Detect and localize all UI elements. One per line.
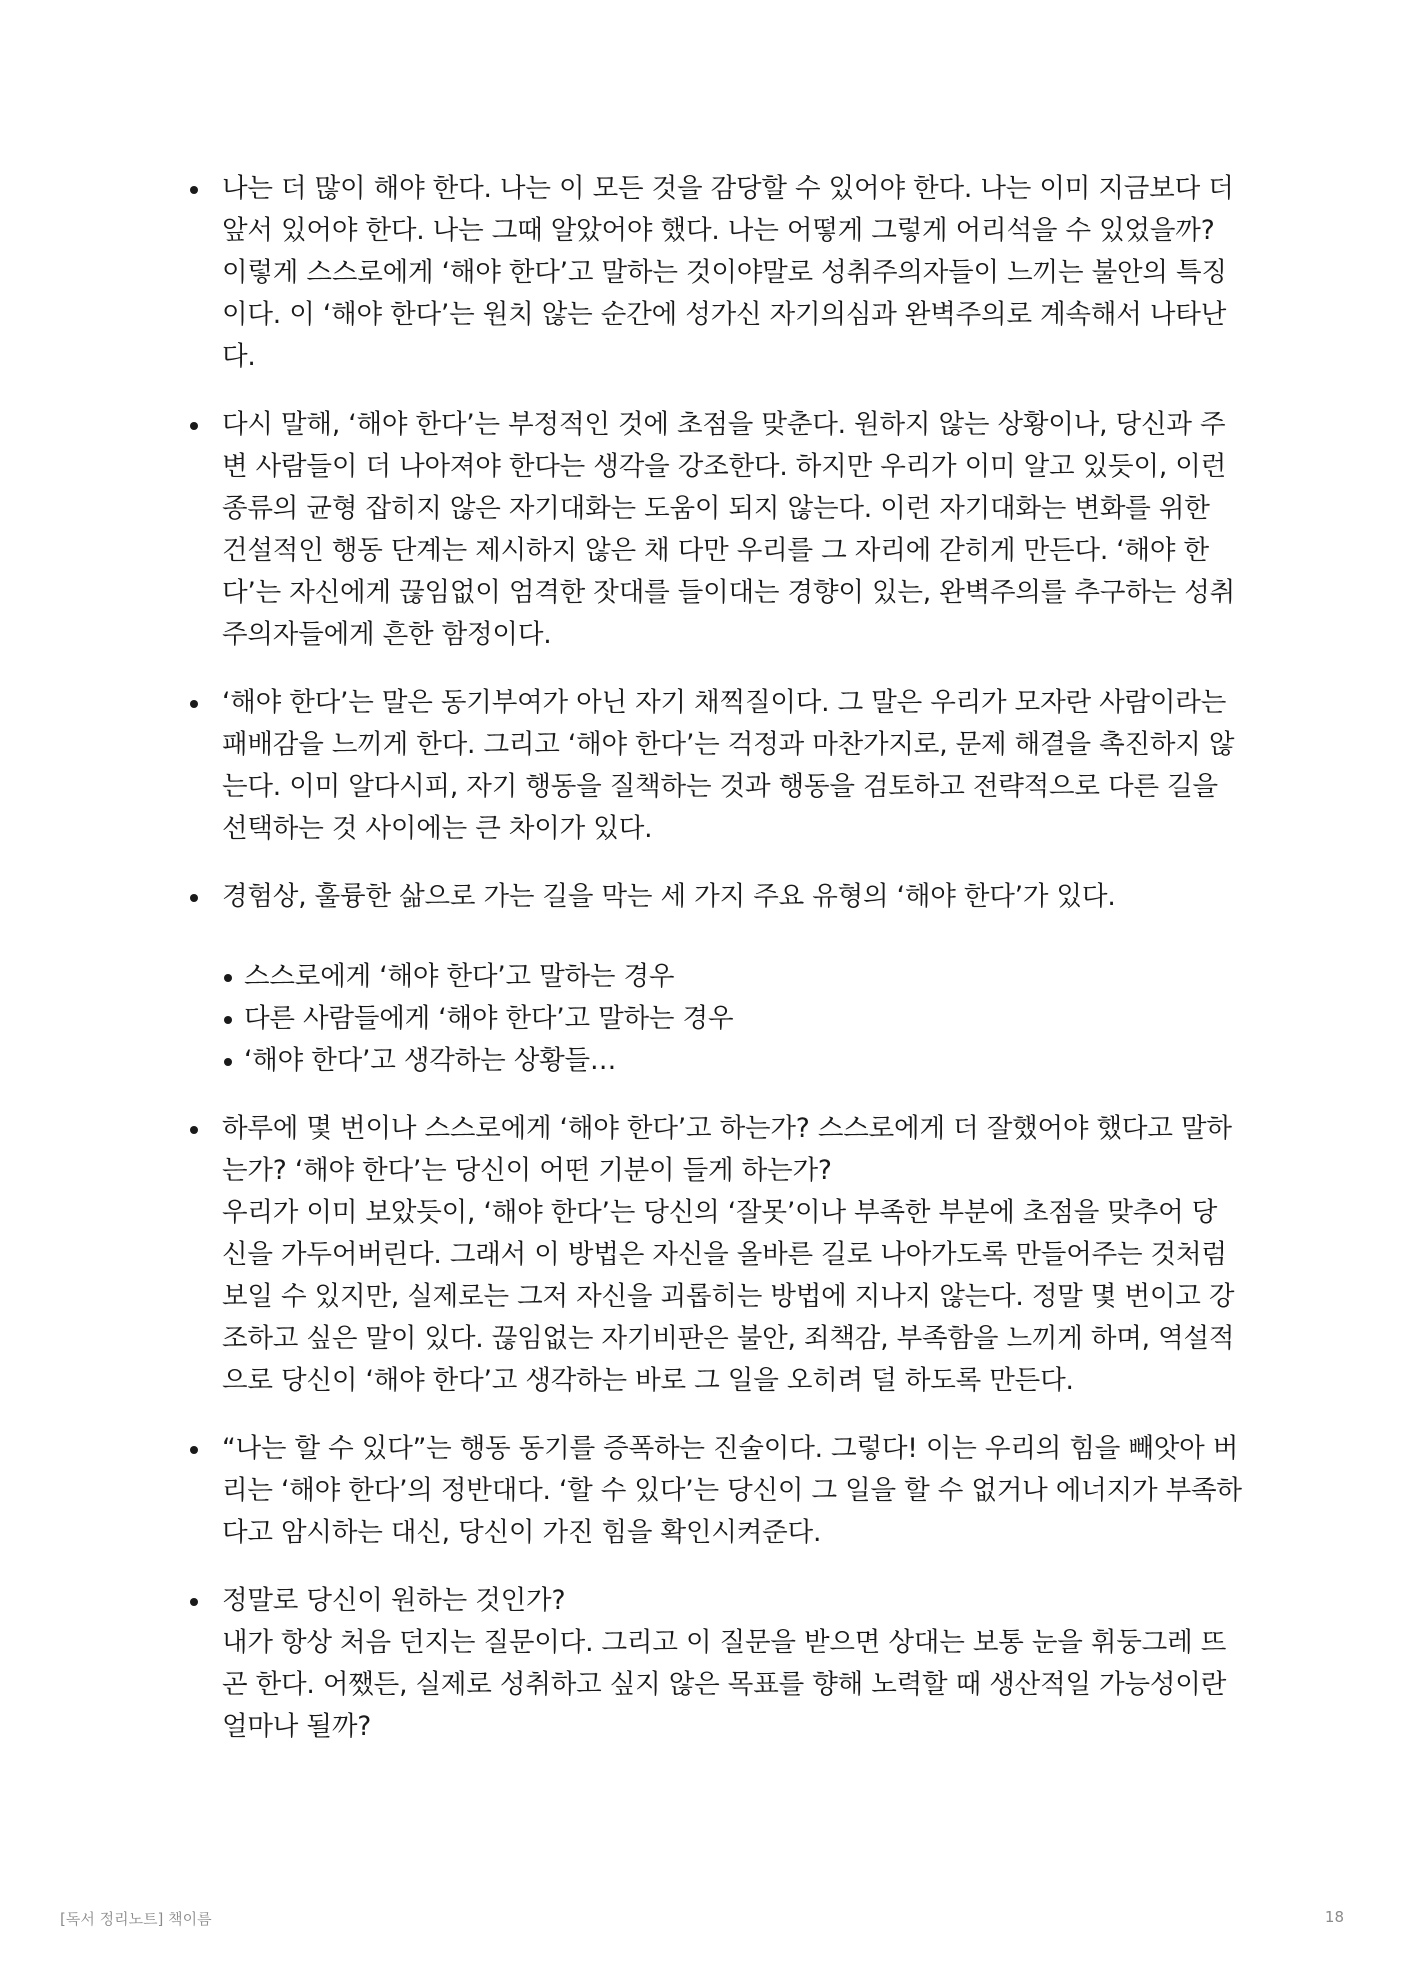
list-item: [182, 682, 1242, 850]
bullet-icon: [190, 1598, 198, 1606]
sub-list: [222, 956, 1242, 1082]
paragraph: ‘해야 한다’는 말은 동기부여가 아닌 자기 채찍질이다. 그 말은 우리가 모자란 사람이라는 패배감을 느끼게 한다. 그리고 ‘해야 한다’는 걱정과 마찬가지로, 문제 해결을 촉진하지 않는다. 이미 알다시피, 자기 행동을 질책하는 것과 행동을 검토하고 전략적으로 다른 길을 선택하는 것 사이에는 큰 차이가 있다.: [222, 687, 1235, 844]
bullet-icon: [224, 1058, 232, 1066]
paragraph: 하루에 몇 번이나 스스로에게 ‘해야 한다’고 하는가? 스스로에게 더 잘했어야 했다고 말하는가? ‘해야 한다’는 당신이 어떤 기분이 들게 하는가?: [222, 1113, 1232, 1186]
bullet-icon: [224, 974, 232, 982]
sub-list-item-text: 다른 사람들에게 ‘해야 한다’고 말하는 경우: [244, 1003, 734, 1034]
paragraph: “나는 할 수 있다”는 행동 동기를 증폭하는 진술이다. 그렇다! 이는 우리의 힘을 빼앗아 버리는 ‘해야 한다’의 정반대다. ‘할 수 있다’는 당신이 그 일을 할 수 없거나 에너지가 부족하다고 암시하는 대신, 당신이 가진 힘을 확인시켜준다.: [222, 1433, 1242, 1548]
page-number: 18: [1324, 1908, 1344, 1926]
paragraph: 경험상, 훌륭한 삶으로 가는 길을 막는 세 가지 주요 유형의 ‘해야 한다’가 있다.: [222, 881, 1116, 912]
paragraph: 우리가 이미 보았듯이, ‘해야 한다’는 당신의 ‘잘못’이나 부족한 부분에 초점을 맞추어 당신을 가두어버린다. 그래서 이 방법은 자신을 올바른 길로 나아가도록 만들어주는 것처럼 보일 수 있지만, 실제로는 그저 자신을 괴롭히는 방법에 지나지 않는다. 정말 몇 번이고 강조하고 싶은 말이 있다. 끊임없는 자기비판은 불안, 죄책감, 부족함을 느끼게 하며, 역설적으로 당신이 ‘해야 한다’고 생각하는 바로 그 일을 오히려 덜 하도록 만든다.: [222, 1197, 1235, 1396]
list-item: [182, 1580, 1242, 1748]
bullet-icon: [190, 422, 198, 430]
bullet-list: [182, 168, 1242, 1748]
paragraph: 다시 말해, ‘해야 한다’는 부정적인 것에 초점을 맞춘다. 원하지 않는 상황이나, 당신과 주변 사람들이 더 나아져야 한다는 생각을 강조한다. 하지만 우리가 이미 알고 있듯이, 이런 종류의 균형 잡히지 않은 자기대화는 도움이 되지 않는다. 이런 자기대화는 변화를 위한 건설적인 행동 단계는 제시하지 않은 채 다만 우리를 그 자리에 갇히게 만든다. ‘해야 한다’는 자신에게 끊임없이 엄격한 잣대를 들이대는 경향이 있는, 완벽주의를 추구하는 성취주의자들에게 흔한 함정이다.: [222, 409, 1236, 650]
page-content: [182, 168, 1242, 1774]
list-item: [182, 404, 1242, 656]
list-item: [182, 1428, 1242, 1554]
sub-list-item: [222, 956, 1242, 998]
paragraph: 내가 항상 처음 던지는 질문이다. 그리고 이 질문을 받으면 상대는 보통 눈을 휘둥그레 뜨곤 한다. 어쨌든, 실제로 성취하고 싶지 않은 목표를 향해 노력할 때 생산적일 가능성이란 얼마나 될까?: [222, 1627, 1227, 1742]
paragraph: 이렇게 스스로에게 ‘해야 한다’고 말하는 것이야말로 성취주의자들이 느끼는 불안의 특징이다. 이 ‘해야 한다’는 원치 않는 순간에 성가신 자기의심과 완벽주의로 계속해서 나타난다.: [222, 257, 1227, 372]
bullet-icon: [190, 186, 198, 194]
bullet-icon: [190, 1446, 198, 1454]
paragraph: 나는 더 많이 해야 한다. 나는 이 모든 것을 감당할 수 있어야 한다. 나는 이미 지금보다 더 앞서 있어야 한다. 나는 그때 알았어야 했다. 나는 어떻게 그렇게 어리석을 수 있었을까?: [222, 173, 1234, 246]
bullet-icon: [224, 1016, 232, 1024]
sub-list-item: [222, 1040, 1242, 1082]
sub-list-item-text: ‘해야 한다’고 생각하는 상황들…: [244, 1045, 617, 1076]
paragraph: 정말로 당신이 원하는 것인가?: [222, 1585, 566, 1616]
bullet-icon: [190, 1126, 198, 1134]
bullet-icon: [190, 700, 198, 708]
bullet-icon: [190, 894, 198, 902]
footer-book-title: [독서 정리노트] 책이름: [60, 1910, 212, 1928]
list-item: [182, 876, 1242, 1082]
sub-list-item: [222, 998, 1242, 1040]
list-item: [182, 168, 1242, 378]
sub-list-item-text: 스스로에게 ‘해야 한다’고 말하는 경우: [244, 961, 675, 992]
list-item: [182, 1108, 1242, 1402]
